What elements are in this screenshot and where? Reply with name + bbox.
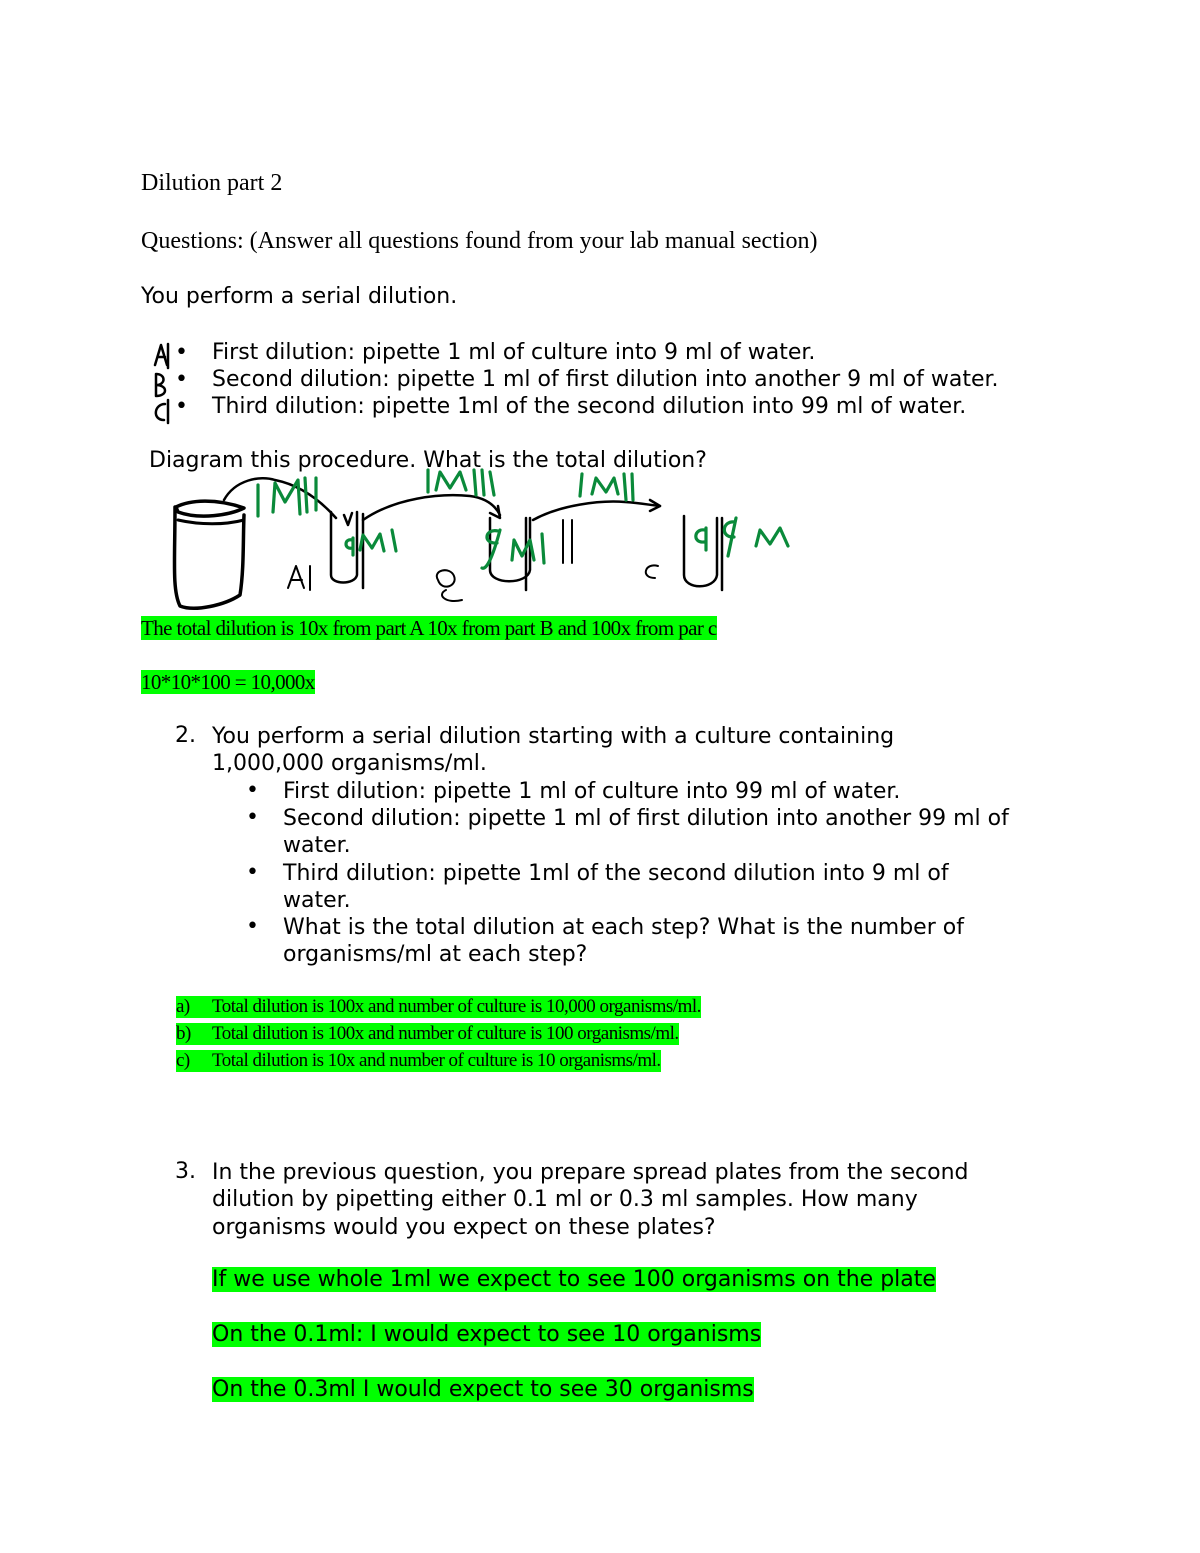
q1-bullet-text: First dilution: pipette 1 ml of culture into 9 ml of water. xyxy=(212,340,816,365)
q2-question xyxy=(0,723,1200,783)
margin-letter-a xyxy=(155,345,167,365)
ink-1ml-b xyxy=(580,474,633,500)
q1-bullet-text: Second dilution: pipette 1 ml of first dilution into another 9 ml of water. xyxy=(212,367,999,392)
q2-bullet-line1: First dilution: pipette 1 ml of culture into 99 ml of water. xyxy=(283,779,901,804)
highlighted-answer xyxy=(176,1050,661,1072)
q3-answer-1 xyxy=(0,1267,1200,1297)
q2-bullet-line1: What is the total dilution at each step? What is the number of xyxy=(283,915,964,940)
q1-intro: You perform a serial dilution. xyxy=(141,284,458,309)
bullet-dot: • xyxy=(246,778,259,803)
q3-text-line2: dilution by pipetting either 0.1 ml or 0.3 ml samples. How many xyxy=(212,1187,918,1212)
q2-bullet-line2: water. xyxy=(283,888,351,913)
bullet-dot: • xyxy=(246,805,259,830)
transfer-arrow-1 xyxy=(224,478,336,518)
bullet-dot: • xyxy=(175,367,188,392)
q2-text-line2: 1,000,000 organisms/ml. xyxy=(212,751,487,776)
answer-text: Total dilution is 10x and number of culture is 10 organisms/ml. xyxy=(212,1050,661,1071)
q2-bullet-line2: organisms/ml at each step? xyxy=(283,942,588,967)
answer-label: a) xyxy=(176,996,190,1017)
highlighted-answer xyxy=(176,996,701,1018)
q3-number: 3. xyxy=(175,1159,196,1184)
answer-label: b) xyxy=(176,1023,191,1044)
q2-bullet-line2: water. xyxy=(283,833,351,858)
tube-label-c xyxy=(646,565,658,578)
bullet-dot: • xyxy=(246,914,259,939)
q2-answer-a xyxy=(0,996,1200,1022)
bullet-dot: • xyxy=(175,340,188,365)
q2-bullet-item xyxy=(0,860,1200,916)
q2-bullet-line1: Third dilution: pipette 1ml of the second dilution into 9 ml of xyxy=(283,861,949,886)
transfer-arrow-2 xyxy=(363,495,500,520)
tube-c xyxy=(684,516,717,586)
diagram-prompt: Diagram this procedure. What is the total dilution? xyxy=(149,448,707,473)
highlighted-answer xyxy=(176,1023,679,1045)
q3-answer-3 xyxy=(0,1377,1200,1407)
culture-beaker-top xyxy=(176,501,244,516)
margin-letter-b xyxy=(156,374,165,396)
answer-text: Total dilution is 100x and number of culture is 100 organisms/ml. xyxy=(212,1023,679,1044)
highlighted-text: If we use whole 1ml we expect to see 100 organisms on the plate xyxy=(212,1267,936,1292)
q3-answer-2 xyxy=(0,1322,1200,1352)
highlighted-text: 10*10*100 = 10,000x xyxy=(141,670,315,694)
margin-letter-c xyxy=(156,404,165,420)
q3-text-line1: In the previous question, you prepare spread plates from the second xyxy=(212,1160,969,1185)
highlighted-text: On the 0.3ml I would expect to see 30 organisms xyxy=(212,1377,754,1402)
answer-text: Total dilution is 100x and number of culture is 10,000 organisms/ml. xyxy=(212,996,701,1017)
transfer-arrow-3 xyxy=(533,502,660,520)
bullet-dot: • xyxy=(246,860,259,885)
ink-1ml-a xyxy=(428,470,494,495)
ink-9m-nine xyxy=(346,538,353,555)
culture-beaker-rim xyxy=(178,520,244,524)
q2-text-line1: You perform a serial dilution starting with a culture containing xyxy=(212,724,895,749)
answer-label: c) xyxy=(176,1050,190,1071)
ink-9m-m xyxy=(360,530,396,551)
highlighted-text: On the 0.1ml: I would expect to see 10 organisms xyxy=(212,1322,762,1347)
q1-bullet-text: Third dilution: pipette 1ml of the second dilution into 99 ml of water. xyxy=(212,394,967,419)
ink-99m-nine1 xyxy=(696,528,706,550)
q2-bullet-item xyxy=(0,914,1200,970)
q2-bullet-line1: Second dilution: pipette 1 ml of first dilution into another 99 ml of xyxy=(283,806,1009,831)
q1-answer-line1 xyxy=(141,616,717,641)
q1-answer-line2 xyxy=(141,670,315,695)
tube-label-a xyxy=(288,566,310,590)
q3-text-line3: organisms would you expect on these plates? xyxy=(212,1215,716,1240)
ink-99m-m xyxy=(756,528,788,546)
q2-answer-b xyxy=(0,1023,1200,1049)
q2-answer-c xyxy=(0,1050,1200,1076)
q2-number: 2. xyxy=(175,723,196,748)
q3-question xyxy=(0,1159,1200,1244)
ink-99m-nine2 xyxy=(724,518,736,556)
tube-label-b xyxy=(437,570,462,601)
document-title: Dilution part 2 xyxy=(141,170,283,196)
q2-bullet-item xyxy=(0,805,1200,861)
tube-b-marks xyxy=(563,520,572,563)
questions-header: Questions: (Answer all questions found from your lab manual section) xyxy=(141,228,818,254)
ink-9ml-ml xyxy=(512,534,544,563)
bullet-dot: • xyxy=(175,394,188,419)
q2-bullet-item xyxy=(0,778,1200,808)
tube-a-arrowhead xyxy=(344,513,352,525)
highlighted-text: The total dilution is 10x from part A 10x from part B and 100x from par c xyxy=(141,616,717,640)
